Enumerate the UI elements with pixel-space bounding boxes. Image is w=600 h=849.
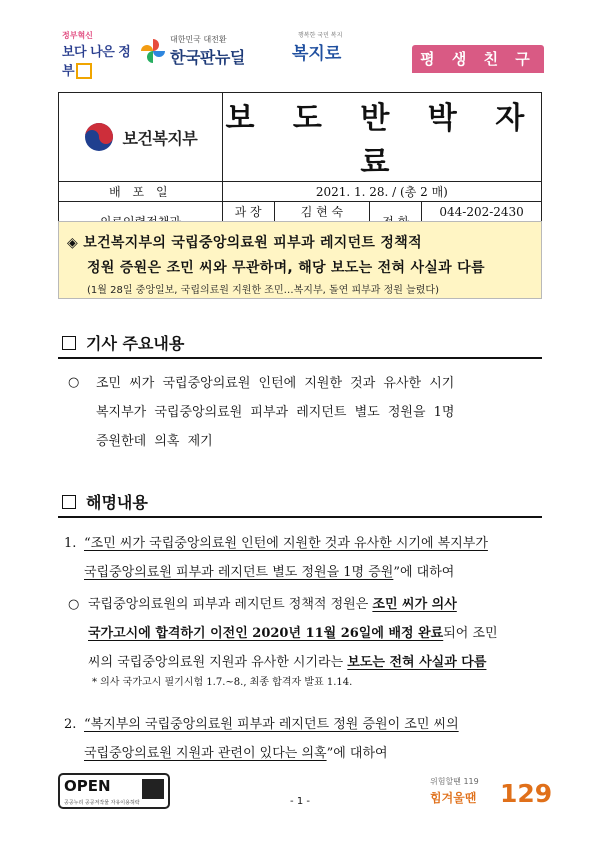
summary-line-1: ◈ 보건복지부의 국립중앙의료원 피부과 레지던트 정책적 — [67, 235, 422, 251]
answer-l3-b: 보도는 전혀 사실과 다름 — [347, 655, 487, 670]
answer-text — [88, 590, 498, 677]
gov-innovation-main: 보다 나은 정부 — [62, 45, 131, 79]
gov-innovation-logo — [62, 30, 142, 79]
answer-l1-a: 국립중앙의료원의 피부과 레지던트 정책적 정원은 — [88, 597, 373, 612]
distribution-label: 배 포 일 — [59, 182, 223, 202]
section-divider — [58, 516, 542, 518]
section-title: 기사 주요내용 — [86, 334, 185, 353]
circle-bullet-icon: ○ — [68, 375, 80, 390]
item-2-line-1: “복지부의 국립중앙의료원 피부과 레지던트 정원 증원이 조민 씨의 — [84, 717, 459, 732]
summary-line-2: 정원 증원은 조민 씨와 무관하며, 해당 보도는 전혀 사실과 다름 — [87, 260, 485, 276]
section-title: 해명내용 — [86, 493, 148, 512]
distribution-value: 2021. 1. 28. / (총 2 매) — [222, 182, 541, 202]
hotline-number: 129 — [500, 779, 553, 808]
hotline-logo — [430, 773, 553, 813]
answer-l3-a: 씨의 국립중앙의료원 지원과 유사한 시기라는 — [88, 655, 348, 670]
article-line-1: 조민 씨가 국립중앙의료원 인턴에 지원한 것과 유사한 시기 — [96, 376, 455, 391]
item-2-line-2-underlined: 국립중앙의료원 지원과 관련이 있다는 의혹 — [84, 746, 327, 761]
item-2-line-2-rest: ”에 대하여 — [326, 746, 388, 761]
manager-name: 김 현 숙 — [274, 202, 370, 222]
gov-innovation-small: 정부혁신 — [62, 31, 93, 40]
hotline-big: 힘겨울땐 — [430, 791, 477, 805]
item-1-line-2-rest: ”에 대하여 — [393, 565, 455, 580]
section-divider — [58, 357, 542, 359]
ministry-name: 보건복지부 — [122, 128, 198, 148]
lifelong-friend-badge: 평 생 친 구 — [412, 45, 544, 73]
bokji-logo — [292, 30, 362, 70]
answer-l1-b: 조민 씨가 의사 — [372, 597, 457, 612]
circle-bullet-icon: ○ — [68, 597, 80, 612]
summary-box — [58, 221, 542, 299]
section-heading-article — [62, 331, 184, 354]
item-1-line-1: “조민 씨가 국립중앙의료원 인턴에 지원한 것과 유사한 시기에 복지부가 — [84, 536, 488, 551]
answer-l2-a: 국가고시에 합격하기 이전인 2020년 11월 26일에 배정 완료 — [88, 626, 444, 641]
plus-icon — [76, 63, 92, 79]
bokji-small: 행복한 국민 복지 — [298, 32, 343, 39]
item-2-text — [84, 710, 459, 768]
bokji-big: 복지로 — [292, 44, 342, 64]
item-1-number: 1. — [64, 536, 77, 551]
pinwheel-icon — [140, 38, 166, 64]
doc-type-title: 보 도 반 박 자 료 — [225, 101, 539, 180]
square-bullet-icon — [62, 336, 76, 350]
doc-type-cell — [222, 93, 541, 182]
page-number: - 1 - — [290, 796, 310, 807]
new-deal-small: 대한민국 대전환 — [170, 35, 227, 44]
new-deal-big: 한국판뉴딜 — [170, 48, 245, 67]
item-1-line-2-underlined: 국립중앙의료원 피부과 레지던트 별도 정원을 1명 증원 — [84, 565, 394, 580]
open-subtext: 공공누리 공공저작물 자유이용허락 — [64, 800, 140, 806]
answer-l2-b: 되어 조민 — [443, 626, 498, 641]
article-summary — [96, 369, 454, 456]
ministry-cell — [59, 93, 223, 182]
new-deal-logo — [140, 32, 260, 72]
square-bullet-icon — [62, 495, 76, 509]
section-heading-explanation — [62, 490, 148, 513]
article-line-3: 증원한데 의혹 제기 — [96, 434, 213, 449]
press-header-table — [58, 92, 542, 242]
manager-label: 과 장 — [222, 202, 274, 222]
exam-schedule-note: * 의사 국가고시 필기시험 1.7.~8., 최종 합격자 발표 1.14. — [92, 677, 353, 688]
item-2-number: 2. — [64, 717, 77, 732]
open-word: OPEN — [64, 777, 111, 795]
phone-manager: 044-202-2430 — [422, 202, 542, 222]
taeguk-emblem-icon — [83, 121, 115, 153]
summary-source: (1월 28일 중앙일보, 국립의료원 지원한 조민…복지부, 돌연 피부과 정원 늘렸다) — [87, 285, 439, 296]
item-1-text — [84, 529, 488, 587]
hotline-small: 위험할땐 119 — [430, 777, 479, 786]
article-line-2: 복지부가 국립중앙의료원 피부과 레지던트 별도 정원을 1명 — [96, 405, 455, 420]
